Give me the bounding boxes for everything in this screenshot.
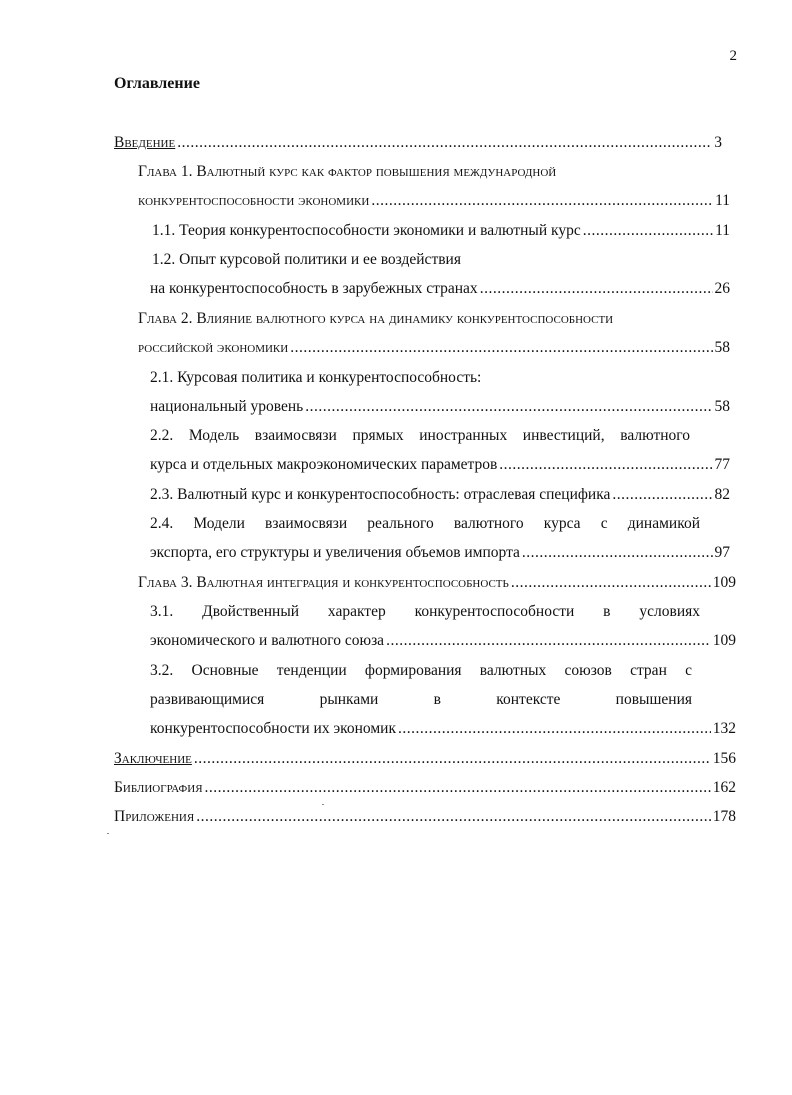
toc-section-2-1-line-1[interactable] [150, 367, 730, 389]
toc-entry-label: Приложения [114, 808, 195, 825]
toc-entry-label: курса и отдельных макроэкономических параметров [150, 456, 498, 473]
toc-entry-page: 97 [714, 544, 730, 561]
dot-leader [511, 572, 711, 594]
toc-section-3-1-line-1[interactable] [150, 601, 700, 623]
toc-chapter-1-line-1[interactable] [138, 161, 728, 183]
toc-chapter-3[interactable] [138, 572, 736, 594]
toc-entry-page: 109 [712, 574, 736, 591]
toc-entry-label: Библиография [114, 779, 203, 796]
toc-section-1-2-line-2[interactable] [150, 278, 730, 300]
toc-section-2-4-line-1[interactable] [150, 513, 700, 535]
toc-entry-page: 162 [712, 779, 736, 796]
toc-entry-label: 1.1. Теория конкурентоспособности экономики и валютный курс [152, 222, 581, 239]
toc-entry-page: 109 [712, 632, 736, 649]
dot-leader [386, 630, 711, 652]
toc-entry-conclusion[interactable] [114, 748, 736, 770]
toc-section-1-2-line-1[interactable] [152, 249, 730, 271]
toc-entry-page: 77 [714, 456, 730, 473]
toc-entry-page: 26 [714, 280, 730, 297]
dot-leader [499, 454, 712, 476]
toc-entry-appendices[interactable] [114, 806, 736, 828]
toc-section-3-2-line-3[interactable] [150, 718, 736, 740]
dot-leader [194, 748, 711, 770]
dot-leader [205, 777, 711, 799]
toc-entry-label: 2.3. Валютный курс и конкурентоспособность: отраслевая специфика [150, 486, 611, 503]
toc-entry-page: 58 [714, 339, 730, 356]
toc-chapter-2-line-2[interactable] [138, 337, 730, 359]
toc-entry-label: экспорта, его структуры и увеличения объемов импорта [150, 544, 520, 561]
toc-entry-label: Глава 1. Валютный курс как фактор повышения международной [138, 163, 557, 180]
toc-section-2-1-line-2[interactable] [150, 396, 730, 418]
toc-section-2-2-line-1[interactable] [150, 425, 690, 447]
dot-leader [305, 396, 712, 418]
dot-leader [522, 542, 713, 564]
toc-entry-page: 156 [712, 750, 736, 767]
toc-entry-label: конкурентоспособности их экономик [150, 720, 397, 737]
toc-entry-label: экономического и валютного союза [150, 632, 385, 649]
dot-leader [371, 190, 713, 212]
toc-entry-page: 11 [715, 222, 730, 239]
toc-entry-label: конкурентоспособности экономики [138, 192, 370, 209]
toc-title: Оглавление [114, 75, 200, 92]
toc-entry-page: 58 [714, 398, 730, 415]
toc-entry-label: 2.4. Модели взаимосвязи реального валютного курса с динамикой [150, 515, 700, 532]
toc-section-2-3[interactable] [150, 484, 730, 506]
toc-entry-label: Глава 3. Валютная интеграция и конкурентоспособность [138, 574, 509, 591]
toc-entry-label: 1.2. Опыт курсовой политики и ее воздействия [152, 251, 461, 268]
dot-leader [480, 278, 713, 300]
toc-entry-label: 3.1. Двойственный характер конкурентоспособности в условиях [150, 603, 700, 620]
toc-section-3-2-line-2[interactable] [150, 689, 692, 711]
toc-entry-intro[interactable] [114, 132, 722, 154]
toc-entry-page: 178 [712, 808, 736, 825]
toc-chapter-1-line-2[interactable] [138, 190, 730, 212]
toc-chapter-2-line-1[interactable] [138, 308, 738, 330]
dot-leader [177, 132, 712, 154]
dot-leader [583, 220, 713, 242]
toc-section-3-1-line-2[interactable] [150, 630, 736, 652]
scan-speck [107, 833, 109, 834]
toc-entry-label: 2.2. Модель взаимосвязи прямых иностранных инвестиций, валютного [150, 427, 690, 444]
toc-entry-label: развивающимися рынками в контексте повышения [150, 691, 692, 708]
toc-entry-label: Введение [114, 134, 176, 151]
toc-entry-label: 3.2. Основные тенденции формирования валютных союзов стран с [150, 662, 692, 679]
dot-leader [290, 337, 712, 359]
scan-speck [322, 804, 324, 805]
toc-section-2-2-line-2[interactable] [150, 454, 730, 476]
toc-section-3-2-line-1[interactable] [150, 660, 692, 682]
toc-entry-page: 3 [714, 134, 722, 151]
toc-entry-label: на конкурентоспособность в зарубежных странах [150, 280, 478, 297]
toc-entry-label: Заключение [114, 750, 192, 767]
toc-entry-label: Глава 2. Влияние валютного курса на динамику конкурентоспособности [138, 310, 614, 327]
page-number: 2 [729, 48, 737, 64]
toc-entry-bibliography[interactable] [114, 777, 736, 799]
toc-section-2-4-line-2[interactable] [150, 542, 730, 564]
dot-leader [398, 718, 711, 740]
toc-entry-page: 132 [712, 720, 736, 737]
toc-entry-label: национальный уровень [150, 398, 304, 415]
toc-section-1-1[interactable] [152, 220, 730, 242]
toc-entry-page: 82 [714, 486, 730, 503]
toc-entry-label: российской экономики [138, 339, 289, 356]
dot-leader [196, 806, 711, 828]
toc-entry-label: 2.1. Курсовая политика и конкурентоспособность: [150, 369, 482, 386]
dot-leader [612, 484, 712, 506]
toc-entry-page: 11 [715, 192, 730, 209]
